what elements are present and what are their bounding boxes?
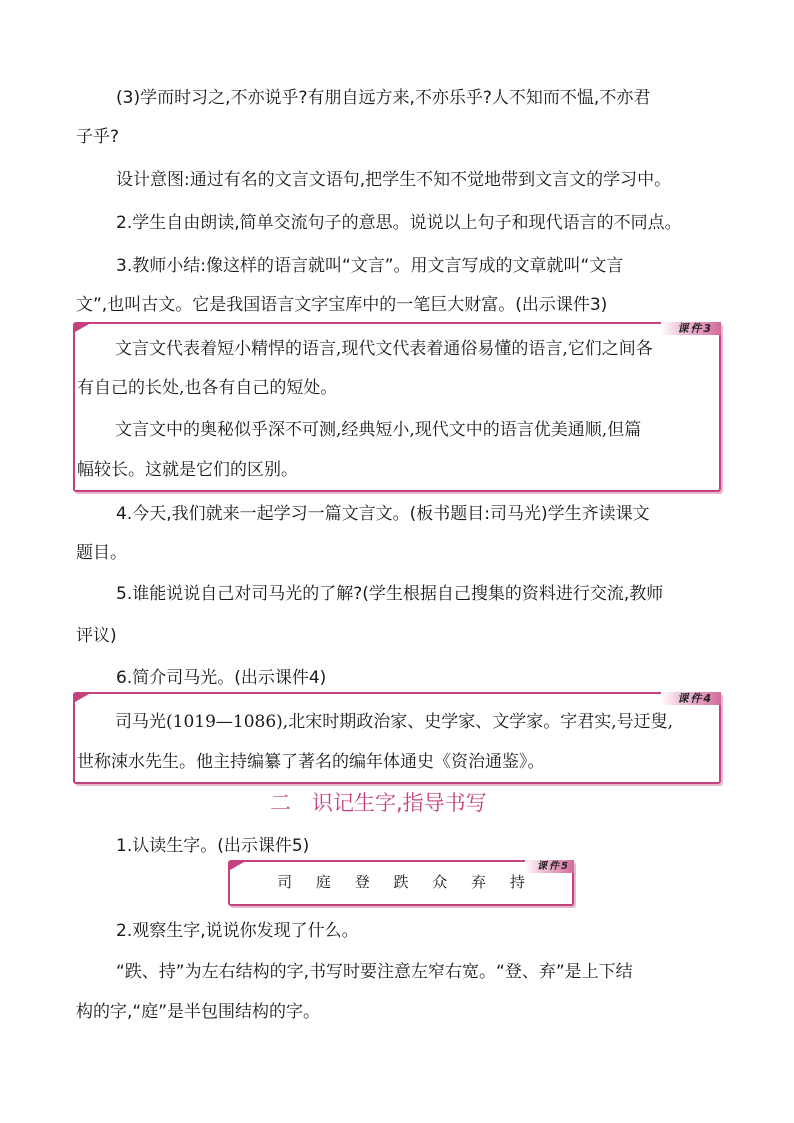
text-line: 6.简介司马光。(出示课件4) — [116, 668, 327, 688]
text-line: 子乎? — [76, 127, 120, 147]
text-line: 文”,也叫古文。它是我国语言文字宝库中的一笔巨大财富。(出示课件3) — [76, 295, 608, 315]
courseware-4-tab: 课件4 — [661, 692, 721, 705]
courseware-text: 有自己的长处,也各有自己的短处。 — [77, 378, 338, 398]
text-line: 2.学生自由朗读,简单交流句子的意思。说说以上句子和现代语言的不同点。 — [116, 213, 682, 233]
text-line: 4.今天,我们就来一起学习一篇文言文。(板书题目:司马光)学生齐读课文 — [116, 504, 650, 524]
courseware-4-box — [73, 692, 721, 784]
courseware-5-box — [228, 860, 574, 906]
text-line: (3)学而时习之,不亦说乎?有朋自远方来,不亦乐乎?人不知而不愠,不亦君 — [116, 88, 651, 108]
new-characters — [230, 871, 572, 892]
courseware-5-tab: 课件5 — [525, 860, 574, 873]
design-intent: 设计意图:通过有名的文言文语句,把学生不知不觉地带到文言文的学习中。 — [116, 170, 672, 190]
text-line: “跌、持”为左右结构的字,书写时要注意左窄右宽。“登、弃”是上下结 — [116, 962, 633, 982]
text-line: 构的字,“庭”是半包围结构的字。 — [76, 1002, 321, 1022]
courseware-text: 司马光(1019—1086),北宋时期政治家、史学家、文学家。字君实,号迂叟, — [115, 712, 674, 732]
courseware-text: 文言文代表着短小精悍的语言,现代文代表着通俗易懂的语言,它们之间各 — [115, 339, 653, 359]
courseware-3-tab: 课件3 — [661, 322, 721, 335]
character: 庭 — [315, 873, 331, 891]
section-heading: 二 识记生字,指导书写 — [270, 791, 487, 815]
courseware-text: 世称涑水先生。他主持编纂了著名的编年体通史《资治通鉴》。 — [77, 752, 545, 772]
text-line: 5.谁能说说自己对司马光的了解?(学生根据自己搜集的资料进行交流,教师 — [116, 584, 664, 604]
text-line: 1.认读生字。(出示课件5) — [116, 836, 310, 856]
character: 持 — [509, 873, 525, 891]
character: 众 — [432, 873, 448, 891]
courseware-3-box — [73, 322, 721, 492]
corner-marker — [230, 862, 244, 870]
character: 弃 — [471, 873, 487, 891]
courseware-text: 幅较长。这就是它们的区别。 — [77, 460, 298, 480]
text-line: 3.教师小结:像这样的语言就叫“文言”。用文言写成的文章就叫“文言 — [116, 256, 624, 276]
character: 登 — [354, 873, 370, 891]
text-line: 题目。 — [76, 543, 127, 563]
corner-marker — [75, 694, 89, 702]
text-line: 2.观察生字,说说你发现了什么。 — [116, 921, 359, 941]
character: 司 — [277, 873, 293, 891]
courseware-text: 文言文中的奥秘似乎深不可测,经典短小,现代文中的语言优美通顺,但篇 — [115, 420, 642, 440]
character: 跌 — [393, 873, 409, 891]
text-line: 评议) — [76, 626, 117, 646]
corner-marker — [75, 324, 89, 332]
